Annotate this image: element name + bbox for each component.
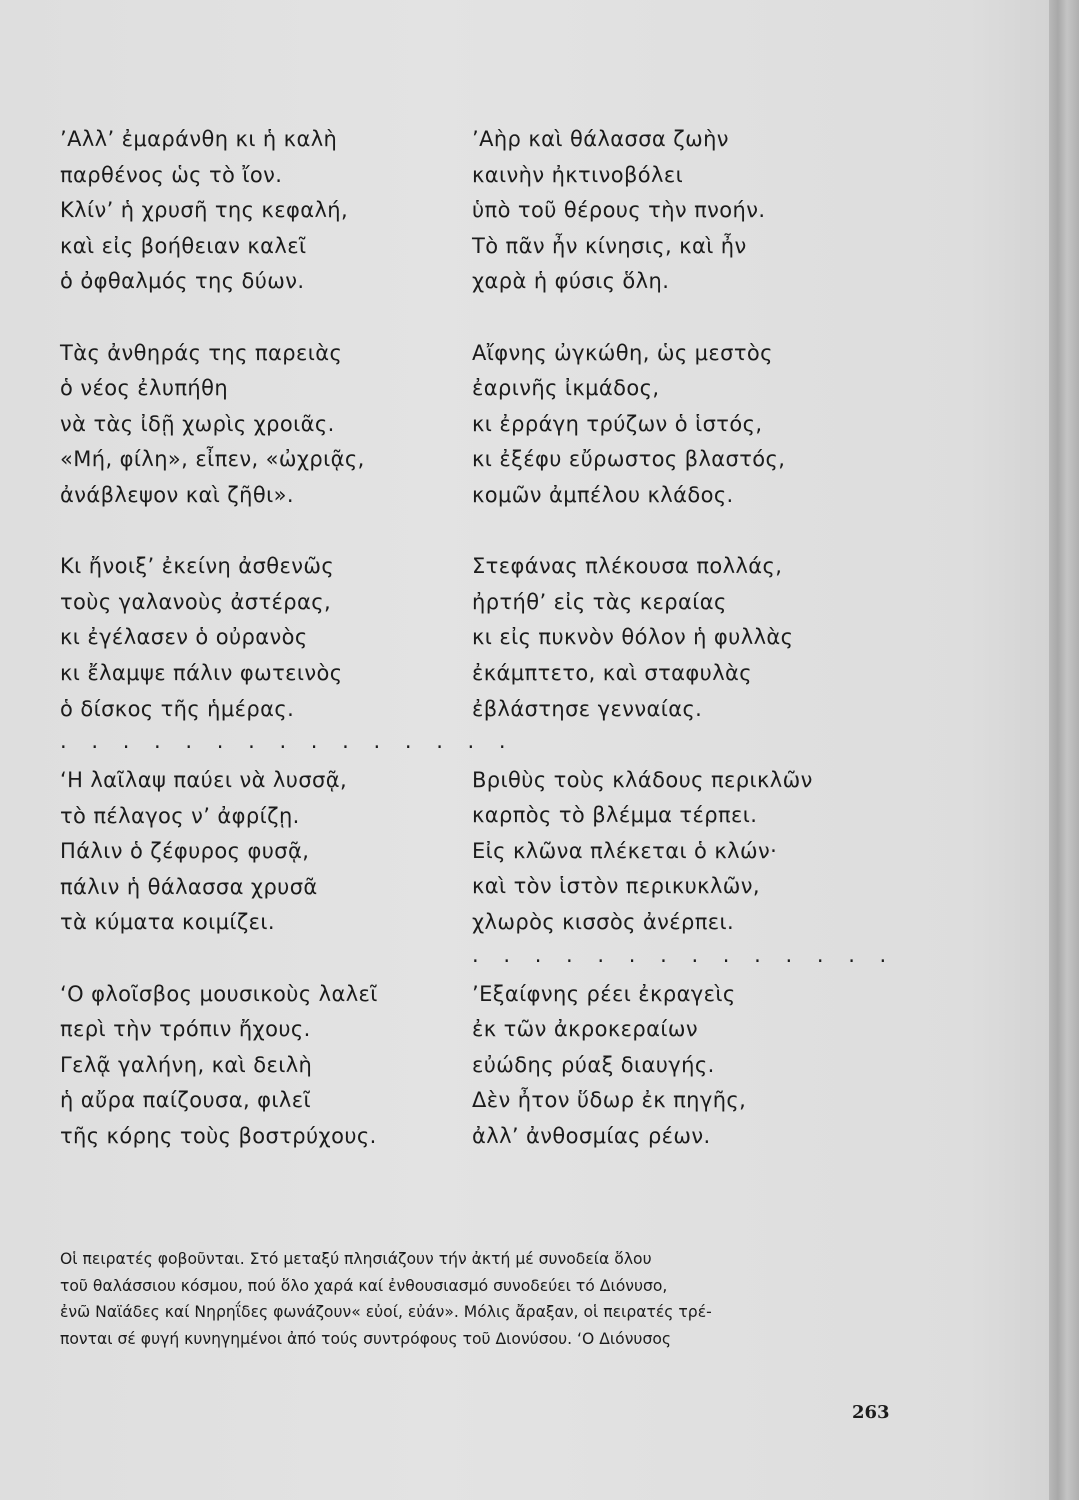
verse-line: ἀλλ’ ἀνθοσμίας ρέων. [472,1124,711,1149]
verse-line: καὶ τὸν ἱστὸν περικυκλῶν, [472,874,760,899]
verse-line: κομῶν ἀμπέλου κλάδος. [472,482,734,507]
verse-line: τοὺς γαλανοὺς ἀστέρας, [60,589,332,614]
verse-line: Κι ἤνοιξ’ ἐκείνη ἀσθενῶς [60,554,335,579]
verse-line: ἠρτήθ’ εἰς τὰς κεραίας [472,589,727,614]
stanza-gap [60,514,440,550]
verse-line: τῆς κόρης τοὺς βοστρύχους. [60,1124,377,1149]
verse-line: Δὲν ἦτον ὕδωρ ἐκ πηγῆς, [472,1088,747,1113]
page-edge-shadow [1049,0,1079,1500]
verse-line: ’Εξαίφνης ρέει ἐκραγεὶς [472,981,736,1006]
verse-line: ‘Ο φλοῖσβος μουσικοὺς λαλεῖ [60,981,378,1006]
stanza [60,763,440,941]
verse-line: Βριθὺς τοὺς κλάδους περικλῶν [472,767,813,792]
verse-line: κι εἰς πυκνὸν θόλον ἡ φυλλὰς [472,625,794,650]
verse-line: ἡ αὔρα παίζουσα, φιλεῖ [60,1088,311,1113]
page-number: 263 [852,1402,890,1423]
stanza-gap [60,941,440,977]
ellipsis-dots: . . . . . . . . . . . . . . . [60,729,515,754]
verse-line: καρπὸς τὸ βλέμμα τέρπει. [472,803,758,828]
poem-column-right [472,122,896,1155]
stanza [60,122,440,300]
stanza-gap [472,514,872,550]
verse-line: καινὴν ἠκτινοβόλει [472,162,684,187]
stanza [472,977,872,1155]
verse-line: ἀνάβλεψον καὶ ζῆθι». [60,482,294,507]
verse-line: τὰ κύματα κοιμίζει. [60,910,276,935]
stanza [472,336,872,514]
stanza [60,549,515,763]
stanza [472,763,896,977]
verse-line: καὶ εἰς βοήθειαν καλεῖ [60,233,307,258]
prose-line: τοῦ θαλάσσιου κόσμου, πού ὅλο χαρά καί ἐνθουσιασμό συνοδεύει τό Διόνυσο, [60,1276,668,1295]
prose-line: πονται σέ φυγή κυνηγημένοι ἀπό τούς συντρόφους τοῦ Διονύσου. ‘Ο Διόνυσος [60,1329,672,1348]
verse-line: περὶ τὴν τρόπιν ἤχους. [60,1017,311,1042]
verse-line: ’Αλλ’ ἐμαράνθη κι ἡ καλὴ [60,127,338,151]
stanza [472,122,872,300]
stanza-gap [60,300,440,336]
verse-line: ἐκ τῶν ἀκροκεραίων [472,1017,698,1042]
verse-line: ὁ ὀφθαλμός της δύων. [60,269,305,294]
verse-line: ‘Η λαῖλαψ παύει νὰ λυσσᾷ, [60,768,348,793]
prose-paragraph [60,1246,892,1352]
verse-line: Αἴφνης ὠγκώθη, ὡς μεστὸς [472,340,773,365]
verse-line: κι ἐξέφυ εὔρωστος βλαστός, [472,447,786,472]
verse-line: εὐώδης ρύαξ διαυγής. [472,1052,715,1077]
verse-line: Κλίν’ ἡ χρυσῆ της κεφαλή, [60,198,349,223]
verse-line: ἐβλάστησε γενναίας. [472,696,703,721]
verse-line: παρθένος ὡς τὸ ἴον. [60,162,283,187]
verse-line: ὑπὸ τοῦ θέρους τὴν πνοήν. [472,198,766,223]
verse-line: χλωρὸς κισσὸς ἀνέρπει. [472,910,735,935]
verse-line: πάλιν ἡ θάλασσα χρυσᾶ [60,874,318,899]
verse-line: κι ἐρράγη τρύζων ὁ ἱστός, [472,411,763,436]
stanza [472,549,872,727]
poem-column-left [60,122,515,1155]
verse-line: «Μή, φίλη», εἶπεν, «ὠχριᾷς, [60,447,365,472]
verse-line: Γελᾷ γαλήνη, καὶ δειλὴ [60,1052,313,1077]
stanza-gap [472,727,872,763]
verse-line: τὸ πέλαγος ν’ ἀφρίζῃ. [60,803,300,828]
verse-line: ἐαρινῆς ἰκμάδος, [472,376,660,401]
stanza [60,336,440,514]
verse-line: Τὰς ἀνθηράς της παρειὰς [60,340,343,365]
verse-line: Τὸ πᾶν ἦν κίνησις, καὶ ἦν [472,233,747,258]
verse-line: Πάλιν ὁ ζέφυρος φυσᾷ, [60,839,310,864]
stanza-gap [472,300,872,336]
verse-line: ὁ νέος ἐλυπήθη [60,376,229,401]
verse-line: Στεφάνας πλέκουσα πολλάς, [472,554,783,579]
verse-line: ὁ δίσκος τῆς ἡμέρας. [60,696,295,721]
verse-line: ’Αὴρ καὶ θάλασσα ζωὴν [472,127,729,151]
ellipsis-dots: . . . . . . . . . . . . . . [472,942,896,967]
verse-line: Εἰς κλῶνα πλέκεται ὁ κλών· [472,838,778,863]
prose-line: Οἱ πειρατές φοβοῦνται. Στό μεταξύ πλησιάζουν τήν ἀκτή μέ συνοδεία ὅλου [60,1250,652,1268]
verse-line: κι ἐγέλασεν ὁ οὐρανὸς [60,625,308,650]
verse-line: χαρὰ ἡ φύσις ὅλη. [472,269,670,294]
prose-line: ἐνῶ Ναϊάδες καί Νηρηΐδες φωνάζουν« εὐοί, εὐάν». Μόλις ἄραξαν, οἱ πειρατές τρέ- [60,1303,712,1321]
verse-line: ἐκάμπτετο, καὶ σταφυλὰς [472,660,753,685]
verse-line: κι ἔλαμψε πάλιν φωτεινὸς [60,660,343,685]
stanza [60,977,440,1155]
verse-line: νὰ τὰς ἰδῇ χωρὶς χροιᾶς. [60,411,335,436]
